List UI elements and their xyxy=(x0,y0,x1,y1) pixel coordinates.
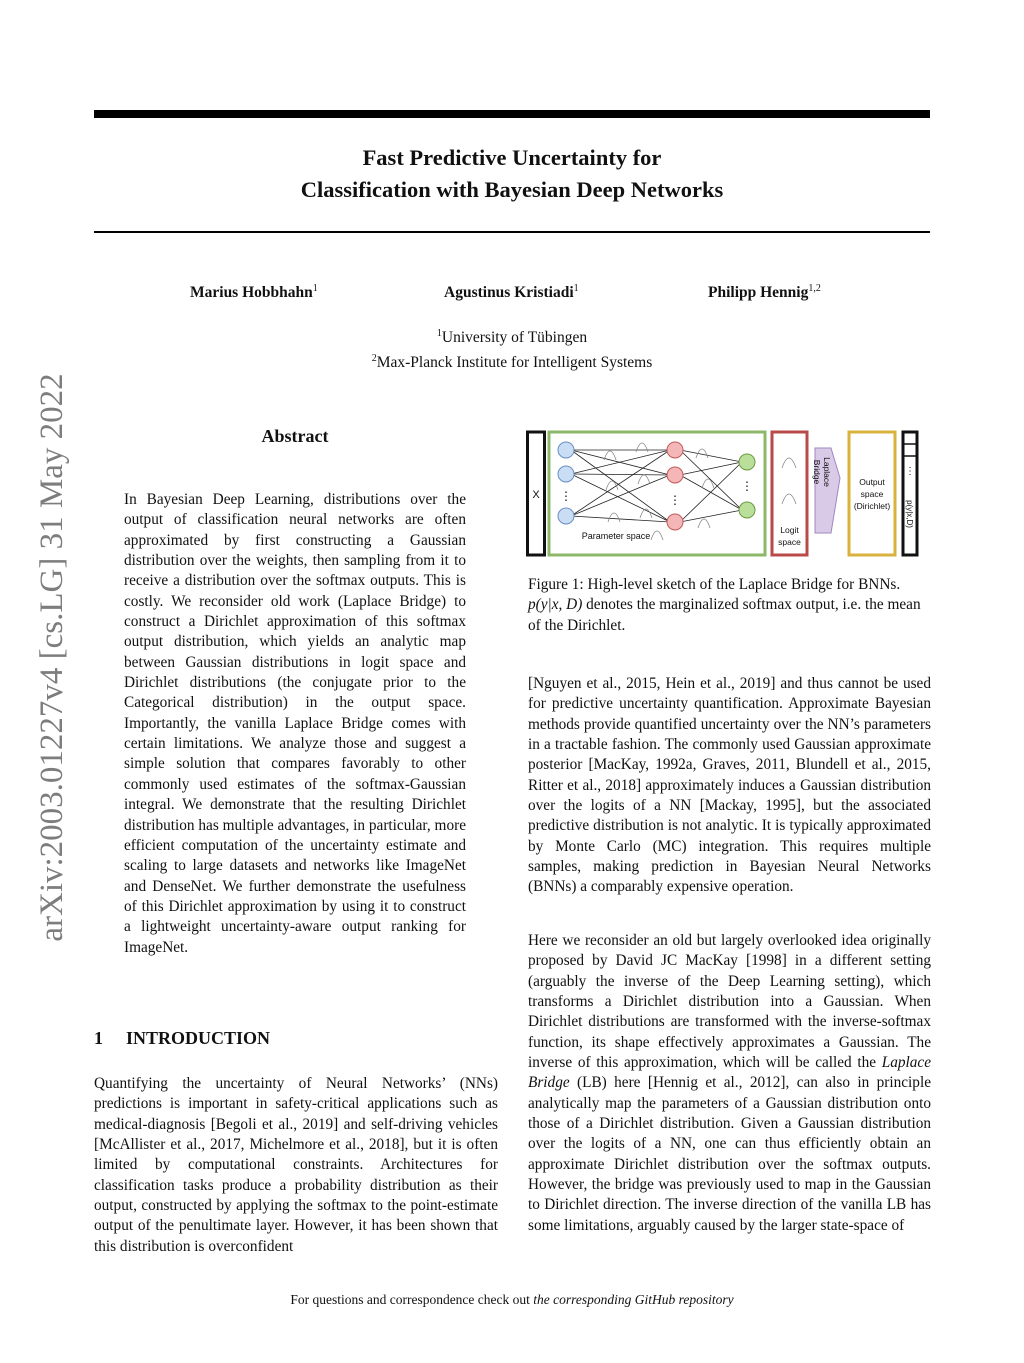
affiliation-text: Max-Planck Institute for Intelligent Systems xyxy=(376,354,653,372)
bridge-label-1: Laplace xyxy=(822,457,832,487)
author-name: Philipp Hennig xyxy=(708,284,809,302)
abstract-body: In Bayesian Deep Learning, distributions over the output of classification neural networks are often approximated by first constructing a Gaussian distribution over the weights, then sampling from it to receive a distribution over the softmax outputs. This is costly. We reconsider old work (Laplace Bridge) to construct a Dirichlet approximation of this softmax output distribution, which yields an analytic map between Gaussian distributions in logit space and Dirichlet distributions (the conjugate prior to the Categorical distribution) in the output space. Importantly, the vanilla Laplace Bridge comes with certain limitations. We analyze those and suggest a simple solution that compares favorably to other commonly used estimates of the softmax-Gaussian integral. We demonstrate that the resulting Dirichlet distribution has multiple advantages, in particular, more efficient computation of the uncertainty estimate and scaling to large datasets and networks like ImageNet and DenseNet. We further demonstrate the usefulness of this Dirichlet approximation by using it to construct a lightweight uncertainty-aware output ranking for ImageNet. xyxy=(124,491,466,956)
affiliation-2 xyxy=(94,348,930,373)
para3-text-b: (LB) here [Hennig et al., 2012], can also in principle analytically map the parameters of a Gaussian distribution onto those of a Dirichlet distribution. Given a Gaussian distribution over the logits of a NN, one can thus efficiently obtain an approximate Dirichlet distribution over the softmax outputs. However, the bridge was previously used to map in the Gaussian to Dirichlet direction. The inverse direction of the vanilla LB has some limitations, arguably caused by the larger state-space of xyxy=(528,1074,931,1234)
footnote xyxy=(94,1292,930,1308)
author-affil-mark: 1,2 xyxy=(808,283,821,294)
input-label: X xyxy=(532,489,540,501)
para3-text-a: Here we reconsider an old but largely overlooked idea originally proposed by David JC MacKay [1998] in a different setting (arguably the inverse of the Deep Learning setting), which transforms a Dirichlet distribution into a Gaussian. When Dirichlet distributions are transformed with the inverse-softmax function, its shape effectively approximates a Gaussian. The inverse of this approximation, which will be called the xyxy=(528,932,931,1072)
caption-text-1: High-level sketch of the Laplace Bridge for BNNs. xyxy=(587,576,901,593)
author-name: Agustinus Kristiadi xyxy=(444,284,574,302)
output-space-label-3: (Dirichlet) xyxy=(853,501,891,511)
author-affil-mark: 1 xyxy=(312,283,318,294)
github-repository-link[interactable]: the corresponding GitHub repository xyxy=(533,1292,734,1307)
section-heading-introduction xyxy=(94,1028,270,1049)
author-3 xyxy=(708,283,821,302)
abstract-heading: Abstract xyxy=(261,426,329,446)
title-line-2: Classification with Bayesian Deep Networks xyxy=(300,177,724,202)
marginal-output-ellipsis: ⋮ xyxy=(905,466,915,477)
paper-title xyxy=(94,142,930,206)
marginal-output-label: p(y|x,D) xyxy=(905,500,914,528)
author-1 xyxy=(190,283,318,302)
title-bottom-rule xyxy=(94,231,930,233)
affiliation-1 xyxy=(94,323,930,348)
caption-label: Figure 1: xyxy=(528,576,584,593)
para3-emphasis: Laplace Bridge xyxy=(528,1054,931,1092)
author-name: Marius Hobbhahn xyxy=(190,284,313,302)
intro-paragraph-2: [Nguyen et al., 2015, Hein et al., 2019] and thus cannot be used for predictive uncertainty quantification. Approximate Bayesian methods provide quantified uncertainty over the NN’s parameters in a tractable fashion. The commonly used Gaussian approximate posterior [MacKay, 1992a, Graves, 2011, Blundell et al., 2015, Ritter et al., 2018] approximately induces a Gaussian distribution over the logits of a NN [Mackay, 1995], but the associated predictive distribution is not analytic. It is typically approximated by Monte Carlo (MC) integration. This requires multiple samples, making prediction in Bayesian Neural Networks (BNNs) a comparably expensive operation. xyxy=(528,675,931,896)
affiliation-text: University of Tübingen xyxy=(441,329,588,347)
footnote-text: For questions and correspondence check out xyxy=(290,1292,530,1307)
section-number: 1 xyxy=(94,1028,103,1048)
author-affil-mark: 1 xyxy=(573,283,579,294)
section-title: INTRODUCTION xyxy=(126,1028,271,1048)
parameter-space-label: Parameter space xyxy=(581,531,651,541)
author-2 xyxy=(444,283,579,302)
caption-math: p(y|x, D) xyxy=(528,596,583,614)
output-nodes-ellipsis: ⋮ xyxy=(741,479,753,493)
hidden-nodes-ellipsis: ⋮ xyxy=(669,493,681,507)
input-nodes-ellipsis: ⋮ xyxy=(560,489,572,503)
intro-paragraph-1: Quantifying the uncertainty of Neural Networks’ (NNs) predictions is important in safety-critical applications such as medical-diagnosis [Begoli et al., 2019] and self-driving vehicles [McAllister et al., 2017, Michelmore et al., 2018], but it is often limited by computational constraints. Architectures for classification tasks produce a probability distribution as their output, constructed by applying the softmax to the point-estimate output of the penultimate layer. However, it has been shown that this distribution is overconfident xyxy=(94,1075,498,1255)
marginal-output-box xyxy=(903,432,917,555)
title-line-1: Fast Predictive Uncertainty for xyxy=(362,145,662,170)
figure-1-laplace-bridge-sketch xyxy=(526,428,920,560)
bridge-label-2: Bridge xyxy=(812,459,822,485)
title-top-rule xyxy=(94,110,930,118)
caption-text-2: denotes the marginalized softmax output, i.e. the mean of the Dirichlet. xyxy=(528,596,921,634)
affiliation-mark: 2 xyxy=(371,353,377,365)
output-space-label-1: Output xyxy=(859,477,885,487)
affiliations xyxy=(94,323,930,373)
output-space-label-2: space xyxy=(860,489,884,499)
arxiv-stamp: arXiv:2003.01227v4 [cs.LG] 31 May 2022 xyxy=(34,373,70,942)
figure-1-caption xyxy=(528,575,931,636)
logit-space-label-1: Logit xyxy=(780,525,799,535)
logit-space-label-2: space xyxy=(778,537,801,547)
intro-paragraph-3 xyxy=(528,931,931,1236)
affiliation-mark: 1 xyxy=(436,328,442,339)
